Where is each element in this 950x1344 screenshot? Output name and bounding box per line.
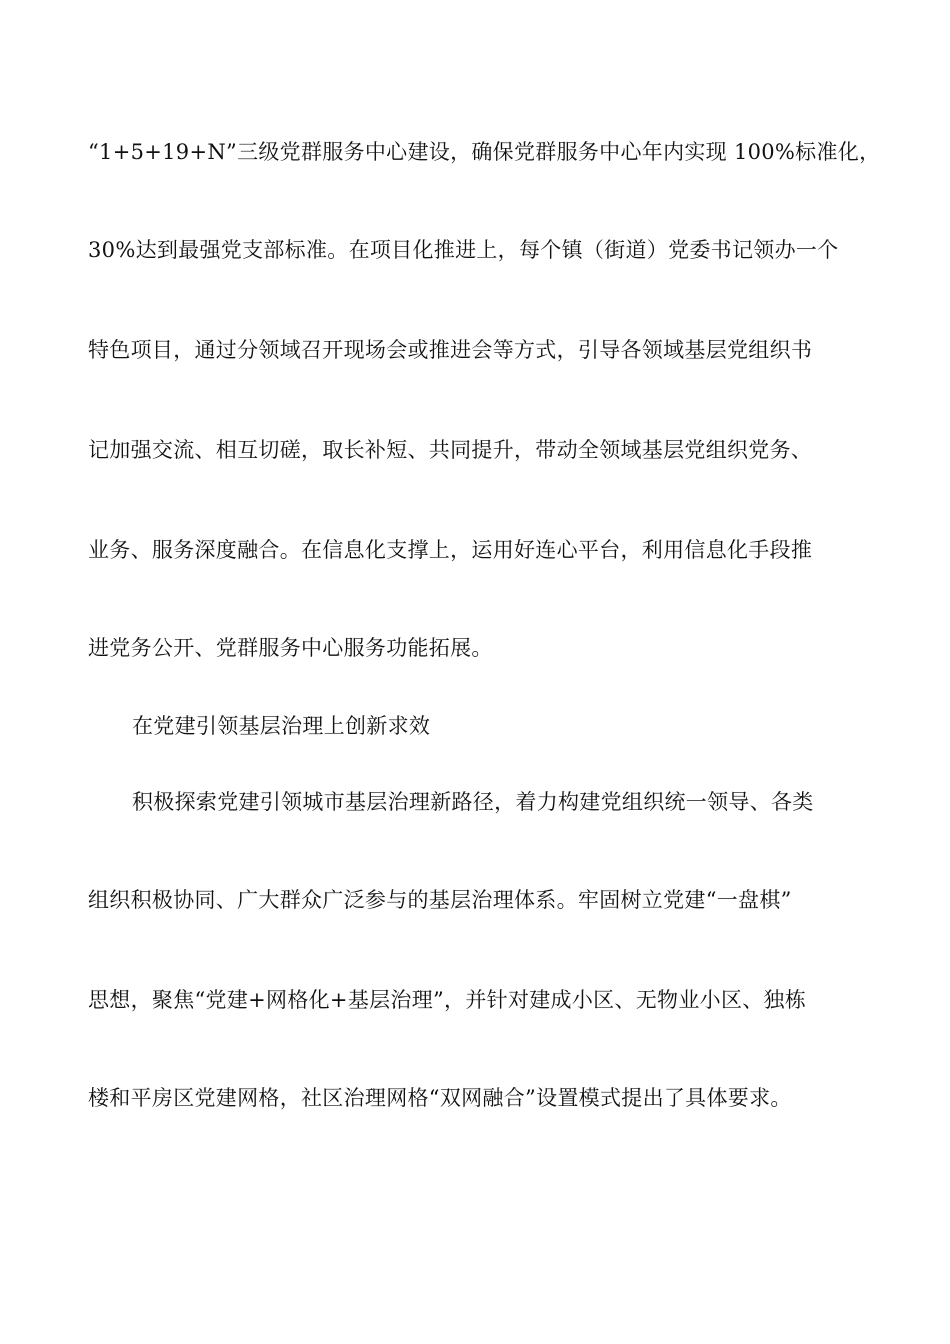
paragraph-line: 业务、服务深度融合。在信息化支撑上，运用好连心平台，利用信息化手段推 [88, 538, 813, 562]
paragraph-line: 楼和平房区党建网格，社区治理网格“双网融合”设置模式提出了具体要求。 [88, 1086, 792, 1110]
paragraph-line: 记加强交流、相互切磋，取长补短、共同提升，带动全领域基层党组织党务、 [88, 438, 813, 462]
paragraph-line: 思想，聚焦“党建+网格化+基层治理”，并针对建成小区、无物业小区、独栋 [88, 988, 807, 1012]
paragraph-line: “1+5+19+N”三级党群服务中心建设，确保党群服务中心年内实现 100%标准化， [88, 140, 881, 164]
paragraph-line: 积极探索党建引领城市基层治理新路径，着力构建党组织统一领导、各类 [132, 790, 814, 814]
paragraph-line: 组织积极协同、广大群众广泛参与的基层治理体系。牢固树立党建“一盘棋” [88, 888, 792, 912]
paragraph-line: 进党务公开、党群服务中心服务功能拓展。 [88, 636, 493, 660]
paragraph-line: 30%达到最强党支部标准。在项目化推进上，每个镇（街道）党委书记领办一个 [88, 238, 839, 262]
paragraph-line: 特色项目，通过分领域召开现场会或推进会等方式，引导各领域基层党组织书 [88, 338, 813, 362]
section-heading: 在党建引领基层治理上创新求效 [132, 714, 431, 738]
